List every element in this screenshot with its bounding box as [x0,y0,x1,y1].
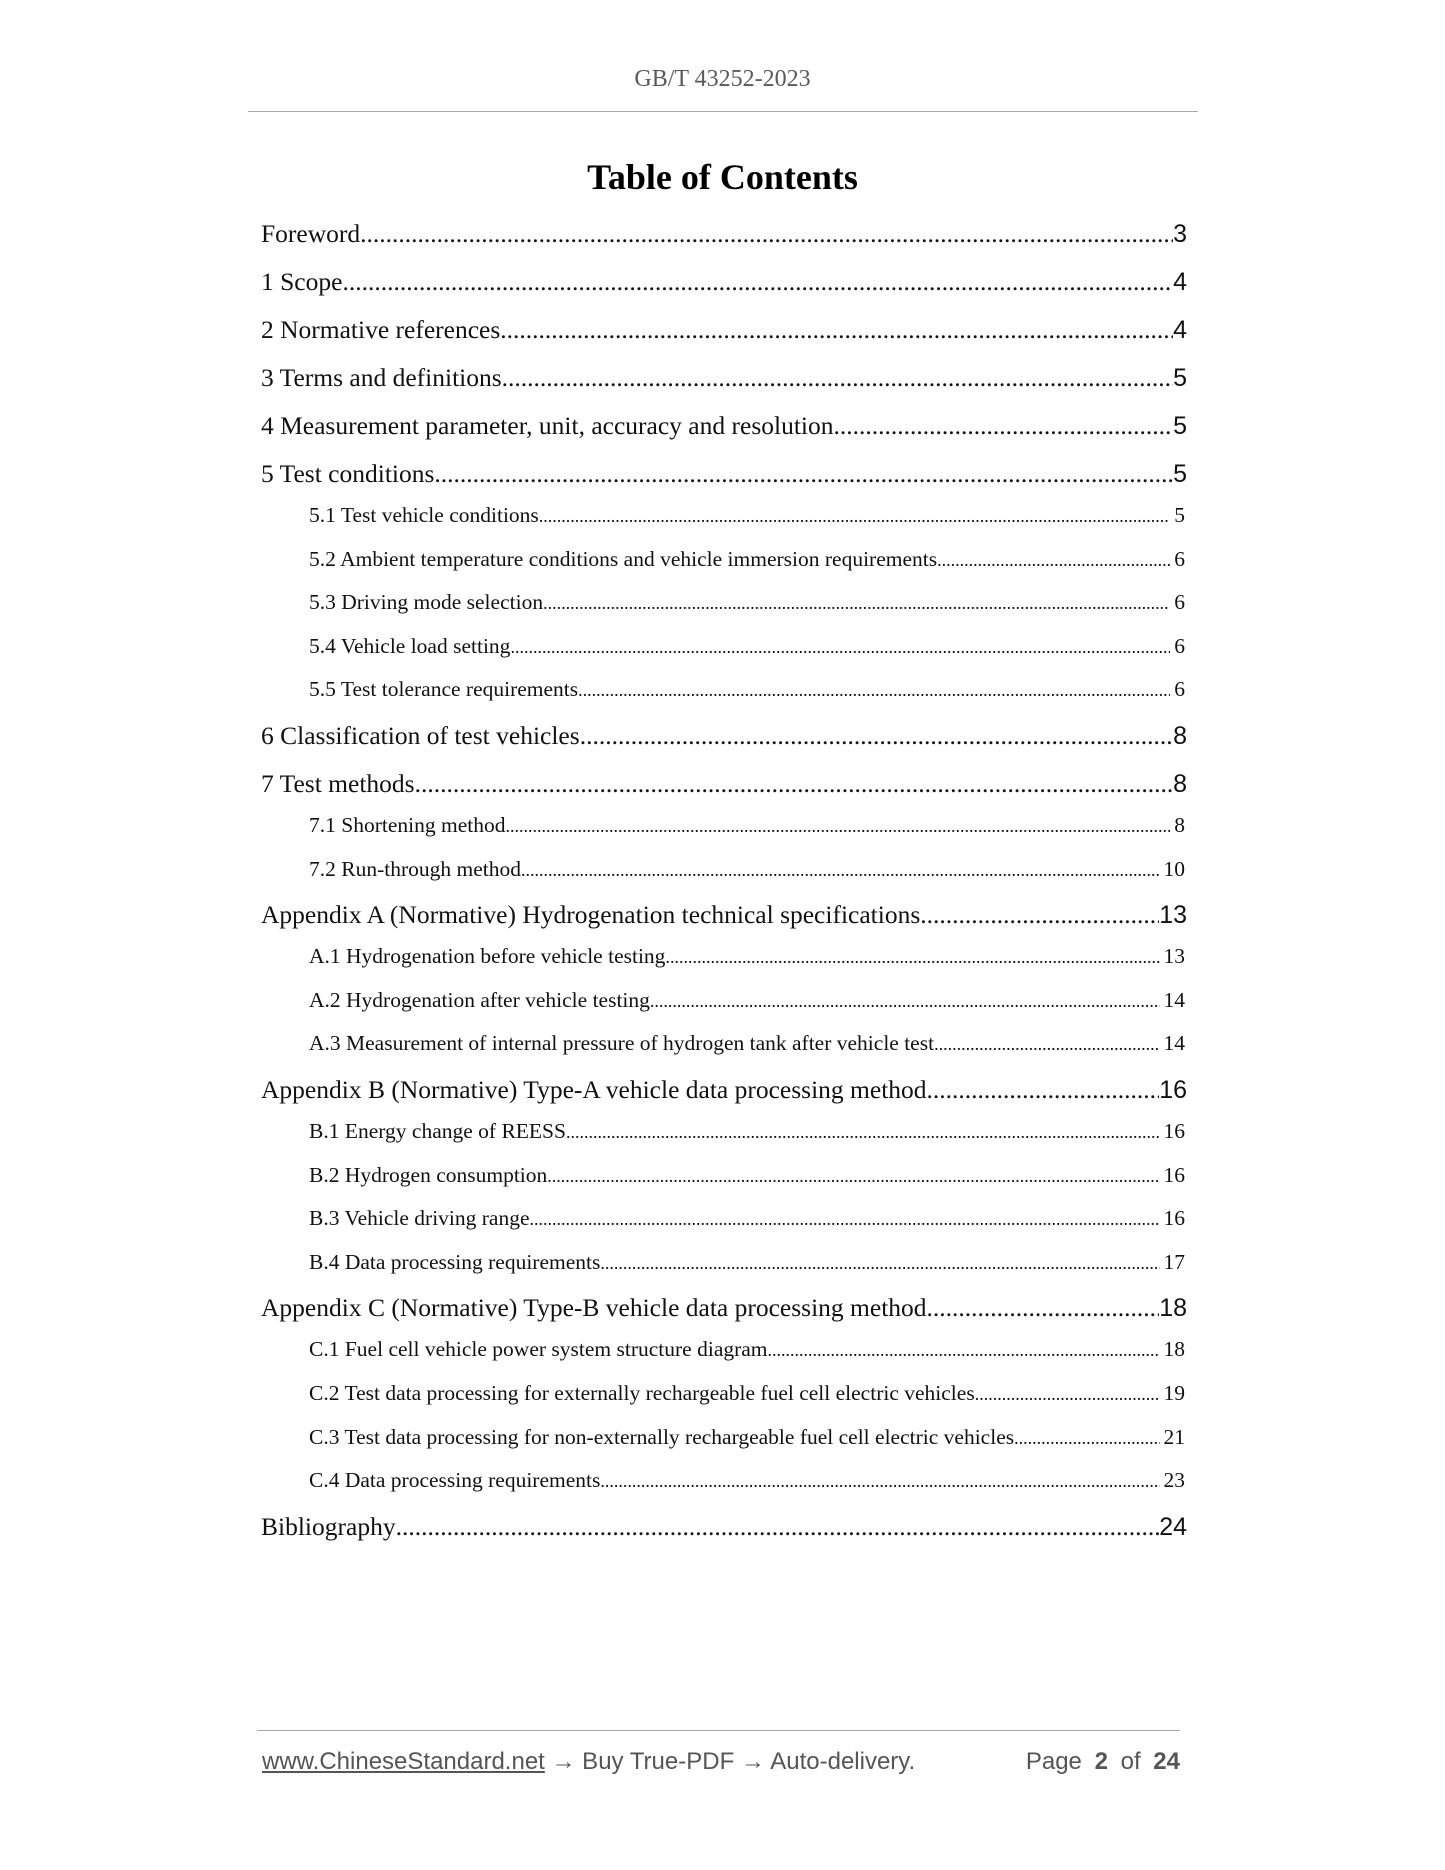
toc-entry-page: 5 [1173,460,1187,488]
toc-entry-page: 5 [1173,412,1187,440]
toc-entry-page: 8 [1173,769,1187,798]
of-word: of [1120,1748,1141,1775]
toc-entry-label: A.3 Measurement of internal pressure of hydrogen tank after vehicle test [309,1031,935,1056]
toc-entry-a-1[interactable] [261,944,1187,988]
toc-entry-page: 6 [1174,546,1185,571]
dot-leader [927,1075,1160,1105]
dot-leader [937,550,1170,571]
toc-entry-label: 7.1 Shortening method [309,812,506,837]
toc-entry-page: 16 [1163,1206,1185,1231]
toc-entry-label: Appendix B (Normative) Type-A vehicle data processing method [261,1074,927,1104]
dot-leader [920,900,1159,930]
toc-entry-c-3[interactable] [261,1425,1187,1469]
dot-leader [600,1253,1159,1274]
toc-entry-b-4[interactable] [261,1250,1187,1294]
toc-entry-page: 4 [1173,268,1187,296]
dot-leader [834,411,1174,441]
table-of-contents [261,219,1187,1560]
header-standard-code: GB/T 43252-2023 [634,66,811,92]
toc-entry-label: 1 Scope [261,267,343,296]
toc-entry-label: 5.4 Vehicle load setting [309,633,511,658]
dot-leader [650,991,1160,1012]
toc-entry-label: Appendix C (Normative) Type-B vehicle data processing method [261,1293,927,1323]
dot-leader [934,1034,1159,1055]
toc-entry-label: 5.5 Test tolerance requirements [309,677,579,702]
toc-entry-page: 13 [1159,901,1187,930]
dot-leader [539,506,1170,527]
toc-entry-label: Foreword [261,219,361,248]
toc-entry-5-1[interactable] [261,503,1187,547]
toc-entry-page: 5 [1174,503,1185,527]
footer-promo-text: → Buy True-PDF → Auto-delivery. [551,1748,916,1775]
toc-entry-page: 3 [1173,220,1187,248]
toc-entry-page: 4 [1173,316,1187,344]
toc-entry-page: 6 [1174,633,1185,658]
toc-entry-label: C.4 Data processing requirements [309,1468,601,1493]
toc-entry-label: A.1 Hydrogenation before vehicle testing [309,944,666,969]
toc-entry-label: 2 Normative references [261,315,501,344]
toc-entry-a-2[interactable] [261,988,1187,1032]
toc-entry-foreword[interactable] [261,219,1187,267]
toc-entry-label: 4 Measurement parameter, unit, accuracy and resolution [261,411,834,440]
toc-entry-page: 10 [1163,856,1185,881]
toc-entry-page: 16 [1163,1162,1185,1187]
toc-entry-page: 6 [1174,590,1185,615]
toc-entry-label: 3 Terms and definitions [261,363,502,392]
toc-entry-test-conditions[interactable] [261,459,1187,507]
dot-leader [502,363,1173,393]
dot-leader [547,1166,1159,1187]
toc-entry-scope[interactable] [261,267,1187,315]
toc-entry-page: 16 [1163,1118,1185,1143]
page-indicator [1026,1748,1180,1776]
toc-entry-label: 5.2 Ambient temperature conditions and vehicle immersion requirements [309,546,938,571]
current-page-number: 2 [1094,1748,1108,1775]
toc-entry-5-4[interactable] [261,634,1187,678]
toc-entry-a-3[interactable] [261,1031,1187,1075]
dot-leader [530,1209,1160,1230]
dot-leader [415,769,1174,799]
toc-entry-classification[interactable] [261,721,1187,769]
header-divider [248,111,1198,112]
toc-entry-label: C.1 Fuel cell vehicle power system structure diagram [309,1337,768,1362]
toc-entry-label: Appendix A (Normative) Hydrogenation technical specifications [261,900,921,930]
dot-leader [500,315,1173,345]
toc-entry-page: 8 [1173,721,1187,750]
toc-entry-page: 18 [1159,1294,1187,1323]
dot-leader [927,1293,1160,1323]
toc-entry-7-1[interactable] [261,813,1187,857]
toc-entry-b-2[interactable] [261,1163,1187,1207]
dot-leader [521,860,1160,881]
toc-entry-c-4[interactable] [261,1468,1187,1512]
toc-entry-5-2[interactable] [261,547,1187,591]
toc-entry-label: B.3 Vehicle driving range [309,1206,530,1231]
toc-entry-c-1[interactable] [261,1337,1187,1381]
toc-entry-label: 5.3 Driving mode selection [309,590,544,615]
dot-leader [1014,1428,1159,1449]
toc-entry-appendix-b[interactable] [261,1075,1187,1123]
toc-entry-page: 14 [1163,1031,1185,1056]
toc-entry-page: 18 [1163,1337,1185,1362]
toc-entry-page: 8 [1174,812,1185,837]
toc-entry-label: C.3 Test data processing for non-externally rechargeable fuel cell electric vehicles [309,1424,1015,1449]
toc-entry-page: 19 [1163,1380,1185,1405]
toc-entry-page: 13 [1163,944,1185,969]
dot-leader [360,219,1173,249]
toc-entry-test-methods[interactable] [261,769,1187,817]
toc-entry-label: B.4 Data processing requirements [309,1249,601,1274]
toc-entry-appendix-a[interactable] [261,900,1187,948]
toc-entry-label: 5 Test conditions [261,459,435,488]
dot-leader [434,459,1173,489]
dot-leader [768,1340,1160,1361]
toc-entry-label: 7 Test methods [261,768,415,798]
dot-leader [543,593,1170,614]
toc-entry-page: 5 [1173,364,1187,392]
dot-leader [578,680,1170,701]
toc-entry-label: 6 Classification of test vehicles [261,720,580,750]
footer-promo [262,1748,915,1776]
dot-leader [510,637,1170,658]
toc-entry-7-2[interactable] [261,857,1187,901]
toc-entry-c-2[interactable] [261,1381,1187,1425]
toc-entry-page: 17 [1163,1249,1185,1274]
toc-entry-5-3[interactable] [261,590,1187,634]
dot-leader [342,267,1173,297]
dot-leader [396,1512,1160,1542]
dot-leader [566,1122,1160,1143]
dot-leader [600,1471,1159,1492]
toc-entry-page: 24 [1159,1512,1187,1541]
site-link[interactable]: www.ChineseStandard.net [262,1748,545,1775]
toc-entry-label: B.2 Hydrogen consumption [309,1162,548,1187]
toc-entry-page: 21 [1163,1424,1185,1449]
toc-entry-terms-and-definitions[interactable] [261,363,1187,411]
page-footer [262,1748,1180,1780]
dot-leader [505,816,1170,837]
toc-entry-page: 23 [1163,1468,1185,1493]
toc-entry-normative-references[interactable] [261,315,1187,363]
toc-entry-label: 5.1 Test vehicle conditions [309,503,539,527]
toc-entry-measurement-parameter[interactable] [261,411,1187,459]
page-word: Page [1025,1748,1082,1775]
toc-entry-5-5[interactable] [261,677,1187,721]
toc-entry-page: 16 [1159,1075,1187,1104]
dot-leader [975,1384,1160,1405]
toc-entry-label: A.2 Hydrogenation after vehicle testing [309,987,650,1012]
toc-entry-page: 14 [1163,987,1185,1012]
footer-divider [257,1730,1180,1731]
toc-entry-b-3[interactable] [261,1206,1187,1250]
dot-leader [665,947,1159,968]
page-title: Table of Contents [587,157,858,197]
toc-entry-page: 6 [1174,677,1185,702]
toc-entry-b-1[interactable] [261,1119,1187,1163]
toc-entry-label: B.1 Energy change of REESS [309,1118,566,1143]
total-pages-number: 24 [1153,1748,1180,1775]
toc-entry-label: Bibliography [261,1511,396,1541]
dot-leader [580,721,1173,751]
toc-entry-label: 7.2 Run-through method [309,856,521,881]
toc-entry-appendix-c[interactable] [261,1293,1187,1341]
toc-entry-label: C.2 Test data processing for externally rechargeable fuel cell electric vehicles [309,1380,975,1405]
toc-entry-bibliography[interactable] [261,1512,1187,1560]
